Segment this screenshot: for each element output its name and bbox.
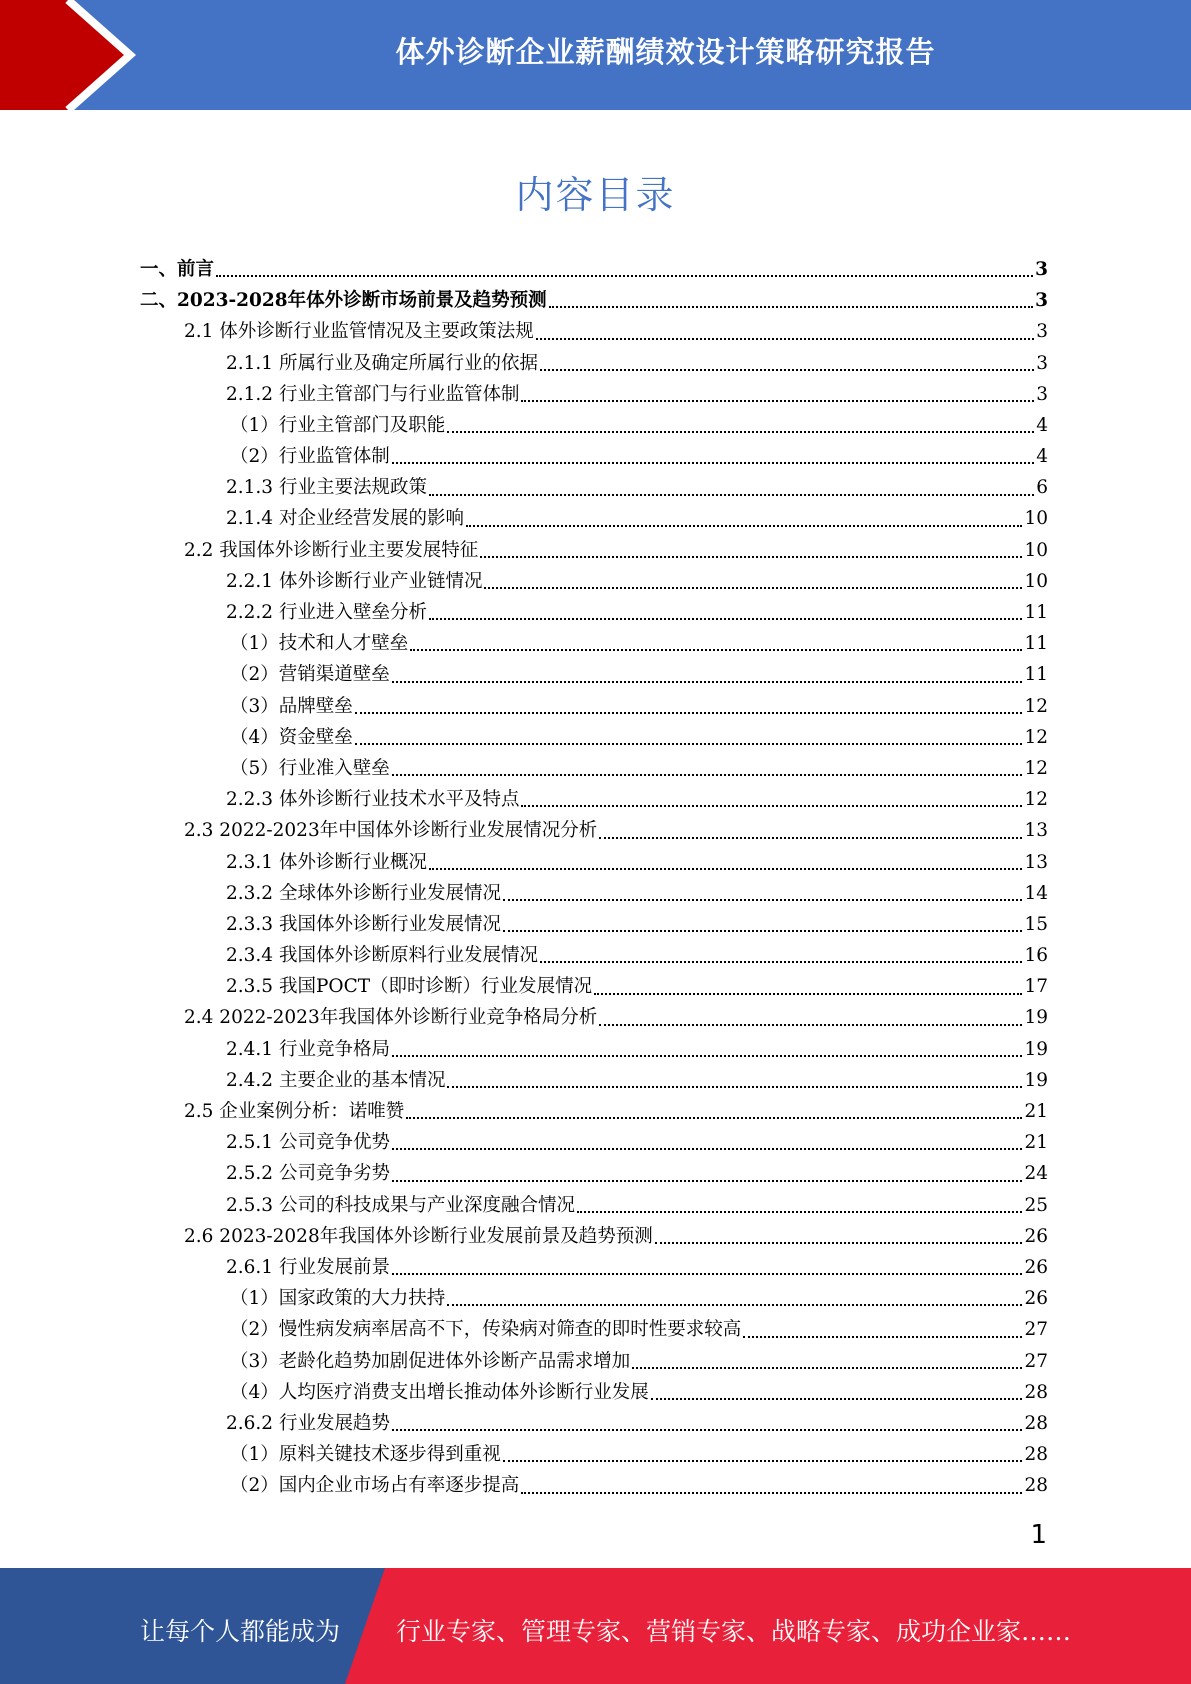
toc-leader-dots xyxy=(392,1429,1022,1431)
toc-entry[interactable] xyxy=(140,971,1048,1002)
toc-entry-page: 3 xyxy=(1035,290,1048,312)
toc-entry-page: 19 xyxy=(1024,1038,1048,1060)
toc-leader-dots xyxy=(632,1367,1022,1369)
toc-entry[interactable] xyxy=(140,659,1048,690)
toc-entry-page: 6 xyxy=(1036,477,1048,499)
toc-entry-page: 3 xyxy=(1036,352,1048,374)
toc-entry-label: （2）行业监管体制 xyxy=(230,446,390,468)
toc-entry[interactable] xyxy=(140,1065,1048,1096)
toc-entry-label: 2.1.4 对企业经营发展的影响 xyxy=(226,508,464,530)
header-arrow-decoration xyxy=(0,0,160,110)
toc-entry[interactable] xyxy=(140,348,1048,379)
toc-entry-page: 13 xyxy=(1024,851,1048,873)
toc-leader-dots xyxy=(521,805,1022,807)
toc-leader-dots xyxy=(392,462,1034,464)
toc-entry[interactable] xyxy=(140,1096,1048,1127)
toc-entry-label: （1）国家政策的大力扶持 xyxy=(230,1288,446,1310)
toc-leader-dots xyxy=(651,1398,1023,1400)
toc-entry-label: 2.6 2023-2028年我国体外诊断行业发展前景及趋势预测 xyxy=(184,1225,653,1247)
toc-entry-label: 二、2023-2028年体外诊断市场前景及趋势预测 xyxy=(140,290,547,312)
toc-entry-label: 2.6.2 行业发展趋势 xyxy=(226,1412,390,1434)
toc-leader-dots xyxy=(392,681,1023,683)
toc-entry[interactable] xyxy=(140,1346,1048,1377)
toc-entry[interactable] xyxy=(140,940,1048,971)
toc-entry-label: 2.1.2 行业主管部门与行业监管体制 xyxy=(226,383,520,405)
table-of-contents xyxy=(140,254,1048,1502)
toc-leader-dots xyxy=(484,587,1022,589)
toc-leader-dots xyxy=(392,1055,1022,1057)
toc-leader-dots xyxy=(577,1211,1022,1213)
toc-entry[interactable] xyxy=(140,847,1048,878)
toc-entry[interactable] xyxy=(140,535,1048,566)
toc-entry-page: 4 xyxy=(1036,414,1048,436)
toc-entry[interactable] xyxy=(140,909,1048,940)
toc-entry-page: 28 xyxy=(1024,1475,1048,1497)
toc-leader-dots xyxy=(594,993,1022,995)
toc-entry-label: 2.5.2 公司竞争劣势 xyxy=(226,1163,390,1185)
toc-entry-label: 2.3.3 我国体外诊断行业发展情况 xyxy=(226,913,501,935)
footer-slogan-left: 让每个人都能成为 xyxy=(140,1617,341,1646)
toc-leader-dots xyxy=(549,306,1033,308)
toc-entry-label: （3）老龄化趋势加剧促进体外诊断产品需求增加 xyxy=(230,1350,631,1372)
toc-entry-page: 4 xyxy=(1036,446,1048,468)
toc-entry[interactable] xyxy=(140,254,1048,285)
toc-leader-dots xyxy=(392,1148,1022,1150)
toc-leader-dots xyxy=(429,494,1034,496)
toc-leader-dots xyxy=(392,1180,1022,1182)
footer-slogan-right: 行业专家、管理专家、营销专家、战略专家、成功企业家…… xyxy=(396,1617,1072,1646)
toc-entry-label: 2.3 2022-2023年中国体外诊断行业发展情况分析 xyxy=(184,820,598,842)
toc-entry-page: 16 xyxy=(1024,945,1048,967)
toc-leader-dots xyxy=(406,1117,1022,1119)
toc-entry-label: （4）人均医疗消费支出增长推动体外诊断行业发展 xyxy=(230,1381,649,1403)
toc-entry[interactable] xyxy=(140,472,1048,503)
toc-entry[interactable] xyxy=(140,628,1048,659)
toc-entry[interactable] xyxy=(140,1314,1048,1345)
toc-entry[interactable] xyxy=(140,1190,1048,1221)
toc-leader-dots xyxy=(599,837,1022,839)
toc-entry-page: 11 xyxy=(1024,602,1048,624)
toc-entry-page: 25 xyxy=(1024,1194,1048,1216)
toc-entry[interactable] xyxy=(140,410,1048,441)
toc-entry[interactable] xyxy=(140,784,1048,815)
toc-entry-label: 2.4.2 主要企业的基本情况 xyxy=(226,1069,446,1091)
toc-entry-page: 19 xyxy=(1024,1069,1048,1091)
toc-entry-page: 12 xyxy=(1024,789,1048,811)
toc-leader-dots xyxy=(429,618,1022,620)
toc-entry-label: 2.3.1 体外诊断行业概况 xyxy=(226,851,427,873)
toc-entry-page: 11 xyxy=(1024,664,1048,686)
toc-entry-page: 17 xyxy=(1024,976,1048,998)
toc-leader-dots xyxy=(216,275,1033,277)
toc-leader-dots xyxy=(503,930,1022,932)
toc-leader-dots xyxy=(521,1492,1022,1494)
toc-leader-dots xyxy=(655,1242,1023,1244)
toc-leader-dots xyxy=(429,868,1022,870)
toc-entry-label: （2）慢性病发病率居高不下，传染病对筛查的即时性要求较高 xyxy=(230,1319,742,1341)
toc-entry-label: 2.2.2 行业进入壁垒分析 xyxy=(226,602,427,624)
toc-leader-dots xyxy=(355,712,1023,714)
toc-entry-label: （1）行业主管部门及职能 xyxy=(230,414,446,436)
toc-entry-label: （1）技术和人才壁垒 xyxy=(230,633,409,655)
toc-entry-page: 24 xyxy=(1024,1163,1048,1185)
toc-leader-dots xyxy=(410,649,1022,651)
toc-entry-page: 10 xyxy=(1024,508,1048,530)
toc-entry-label: 2.1.3 行业主要法规政策 xyxy=(226,477,427,499)
toc-entry[interactable] xyxy=(140,1470,1048,1501)
toc-entry[interactable] xyxy=(140,1127,1048,1158)
toc-entry[interactable] xyxy=(140,1003,1048,1034)
toc-entry-page: 3 xyxy=(1036,383,1048,405)
toc-entry-label: 2.1.1 所属行业及确定所属行业的依据 xyxy=(226,352,538,374)
toc-entry-label: 2.2.1 体外诊断行业产业链情况 xyxy=(226,570,483,592)
toc-entry[interactable] xyxy=(140,1034,1048,1065)
toc-entry-label: （5）行业准入壁垒 xyxy=(230,757,390,779)
toc-leader-dots xyxy=(540,961,1022,963)
toc-entry-page: 28 xyxy=(1024,1412,1048,1434)
toc-leader-dots xyxy=(447,431,1034,433)
toc-leader-dots xyxy=(392,1273,1022,1275)
toc-entry[interactable] xyxy=(140,1283,1048,1314)
toc-leader-dots xyxy=(536,338,1034,340)
toc-entry-page: 14 xyxy=(1024,882,1048,904)
toc-leader-dots xyxy=(392,774,1023,776)
toc-entry-page: 11 xyxy=(1024,633,1048,655)
toc-leader-dots xyxy=(599,1024,1022,1026)
toc-entry-label: （4）资金壁垒 xyxy=(230,726,353,748)
toc-entry-page: 26 xyxy=(1024,1256,1048,1278)
toc-entry-label: 2.3.2 全球体外诊断行业发展情况 xyxy=(226,882,501,904)
toc-leader-dots xyxy=(355,743,1023,745)
toc-entry[interactable] xyxy=(140,1252,1048,1283)
toc-entry-page: 3 xyxy=(1036,321,1048,343)
toc-leader-dots xyxy=(503,899,1022,901)
toc-entry-page: 15 xyxy=(1024,913,1048,935)
toc-entry-page: 13 xyxy=(1024,820,1048,842)
toc-leader-dots xyxy=(540,369,1034,371)
toc-leader-dots xyxy=(743,1336,1022,1338)
toc-entry-label: 2.5.1 公司竞争优势 xyxy=(226,1132,390,1154)
toc-leader-dots xyxy=(503,1460,1023,1462)
toc-entry-label: 2.4 2022-2023年我国体外诊断行业竞争格局分析 xyxy=(184,1007,598,1029)
footer-banner xyxy=(0,1568,1191,1684)
toc-entry[interactable] xyxy=(140,504,1048,535)
toc-entry-page: 19 xyxy=(1024,1007,1048,1029)
toc-entry-label: 一、前言 xyxy=(140,258,215,280)
toc-heading: 内容目录 xyxy=(515,173,676,217)
toc-entry-label: 2.3.5 我国POCT（即时诊断）行业发展情况 xyxy=(226,976,593,998)
toc-leader-dots xyxy=(447,1304,1022,1306)
toc-entry[interactable] xyxy=(140,691,1048,722)
report-title: 体外诊断企业薪酬绩效设计策略研究报告 xyxy=(395,35,936,69)
toc-entry-page: 26 xyxy=(1024,1288,1048,1310)
toc-entry-label: 2.1 体外诊断行业监管情况及主要政策法规 xyxy=(184,321,534,343)
toc-entry[interactable] xyxy=(140,566,1048,597)
toc-entry-page: 3 xyxy=(1035,258,1048,280)
toc-leader-dots xyxy=(480,556,1022,558)
toc-entry[interactable] xyxy=(140,878,1048,909)
toc-entry-page: 28 xyxy=(1024,1381,1048,1403)
toc-entry[interactable] xyxy=(140,316,1048,347)
toc-entry-page: 12 xyxy=(1024,695,1048,717)
toc-entry-label: 2.4.1 行业竞争格局 xyxy=(226,1038,390,1060)
toc-leader-dots xyxy=(521,400,1034,402)
toc-entry[interactable] xyxy=(140,815,1048,846)
toc-leader-dots xyxy=(447,1086,1022,1088)
toc-entry-label: 2.2 我国体外诊断行业主要发展特征 xyxy=(184,539,479,561)
toc-entry[interactable] xyxy=(140,441,1048,472)
toc-entry-page: 28 xyxy=(1024,1444,1048,1466)
toc-entry[interactable] xyxy=(140,1408,1048,1439)
toc-entry[interactable] xyxy=(140,753,1048,784)
toc-entry-label: （1）原料关键技术逐步得到重视 xyxy=(230,1444,501,1466)
toc-entry-page: 10 xyxy=(1024,570,1048,592)
page-number: 1 xyxy=(1030,1520,1047,1550)
toc-entry-label: （2）国内企业市场占有率逐步提高 xyxy=(230,1475,520,1497)
toc-entry-page: 21 xyxy=(1024,1101,1048,1123)
toc-entry-label: 2.3.4 我国体外诊断原料行业发展情况 xyxy=(226,945,538,967)
toc-entry-label: 2.2.3 体外诊断行业技术水平及特点 xyxy=(226,789,520,811)
toc-entry-page: 27 xyxy=(1024,1319,1048,1341)
toc-entry-page: 21 xyxy=(1024,1132,1048,1154)
toc-entry[interactable] xyxy=(140,379,1048,410)
toc-entry[interactable] xyxy=(140,597,1048,628)
toc-entry[interactable] xyxy=(140,1439,1048,1470)
toc-entry[interactable] xyxy=(140,1377,1048,1408)
toc-entry-page: 10 xyxy=(1024,539,1048,561)
report-header xyxy=(0,0,1191,110)
toc-entry-label: （2）营销渠道壁垒 xyxy=(230,664,390,686)
toc-entry-label: 2.5 企业案例分析：诺唯赞 xyxy=(184,1101,405,1123)
toc-leader-dots xyxy=(466,525,1022,527)
toc-entry-page: 27 xyxy=(1024,1350,1048,1372)
toc-entry[interactable] xyxy=(140,1221,1048,1252)
toc-entry[interactable] xyxy=(140,285,1048,316)
toc-entry-label: 2.5.3 公司的科技成果与产业深度融合情况 xyxy=(226,1194,575,1216)
toc-entry-page: 12 xyxy=(1024,726,1048,748)
toc-entry[interactable] xyxy=(140,1158,1048,1189)
toc-entry-label: 2.6.1 行业发展前景 xyxy=(226,1256,390,1278)
toc-entry-label: （3）品牌壁垒 xyxy=(230,695,353,717)
toc-entry-page: 12 xyxy=(1024,757,1048,779)
toc-entry[interactable] xyxy=(140,722,1048,753)
toc-entry-page: 26 xyxy=(1024,1225,1048,1247)
